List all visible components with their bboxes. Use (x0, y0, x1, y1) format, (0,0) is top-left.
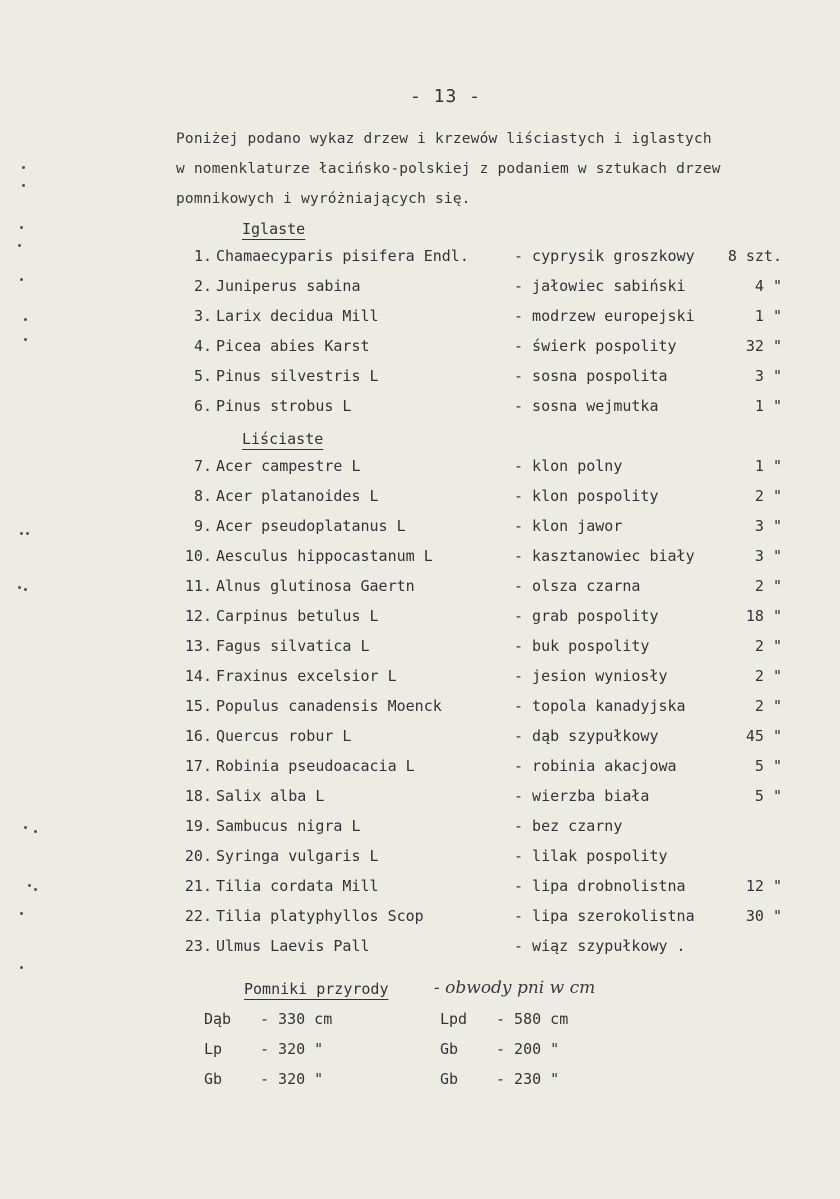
species-polish-name: - sosna pospolita (514, 367, 668, 385)
section-heading-pomniki: Pomniki przyrody (244, 980, 389, 998)
species-row (0, 517, 840, 547)
species-row (0, 457, 840, 487)
species-latin-name: Pinus strobus L (216, 397, 352, 415)
species-row (0, 877, 840, 907)
species-latin-name: Juniperus sabina (216, 277, 361, 295)
species-latin-name: Populus canadensis Moenck (216, 697, 442, 715)
species-row (0, 757, 840, 787)
species-count: 1 " (754, 307, 782, 325)
species-row (0, 547, 840, 577)
margin-speck (20, 226, 23, 229)
species-number: 4. (193, 337, 212, 355)
measurement-row (440, 1040, 559, 1058)
species-row (0, 277, 840, 307)
species-count: 4 " (754, 277, 782, 295)
species-latin-name: Picea abies Karst (216, 337, 370, 355)
species-number: 14. (184, 667, 212, 685)
intro-line: Poniżej podano wykaz drzew i krzewów liściastych i iglastych (176, 131, 712, 147)
species-count: 2 " (754, 487, 782, 505)
page-number: - 13 - (410, 86, 482, 107)
species-polish-name: - robinia akacjowa (514, 757, 677, 775)
species-row (0, 667, 840, 697)
handwritten-annotation: - obwody pni w cm (434, 978, 596, 998)
species-polish-name: - wiąz szypułkowy . (514, 937, 686, 955)
species-number: 7. (193, 457, 212, 475)
species-latin-name: Chamaecyparis pisifera Endl. (216, 247, 469, 265)
species-count: 2 " (754, 577, 782, 595)
species-polish-name: - olsza czarna (514, 577, 641, 595)
measurement-label: Lpd (440, 1010, 468, 1028)
species-number: 10. (184, 547, 212, 565)
species-latin-name: Robinia pseudoacacia L (216, 757, 415, 775)
measurement-value: - 580 cm (496, 1010, 569, 1028)
species-row (0, 607, 840, 637)
margin-speck (28, 884, 31, 887)
species-row (0, 247, 840, 277)
measurement-label: Lp (204, 1040, 223, 1058)
measurement-row (440, 1010, 568, 1028)
species-count: 3 " (754, 547, 782, 565)
species-row (0, 727, 840, 757)
species-row (0, 397, 840, 427)
species-number: 1. (193, 247, 212, 265)
measurement-label: Gb (440, 1070, 459, 1088)
species-number: 20. (184, 847, 212, 865)
species-polish-name: - klon jawor (514, 517, 623, 535)
species-row (0, 577, 840, 607)
species-number: 2. (193, 277, 212, 295)
species-polish-name: - grab pospolity (514, 607, 659, 625)
species-count: 12 " (745, 877, 782, 895)
species-row (0, 697, 840, 727)
species-count: 1 " (754, 397, 782, 415)
species-polish-name: - jałowiec sabiński (514, 277, 686, 295)
species-latin-name: Alnus glutinosa Gaertn (216, 577, 415, 595)
margin-speck (24, 826, 27, 829)
species-number: 5. (193, 367, 212, 385)
margin-speck (18, 586, 21, 589)
species-count: 32 " (745, 337, 782, 355)
species-row (0, 367, 840, 397)
species-number: 6. (193, 397, 212, 415)
measurement-row (204, 1070, 323, 1088)
species-row (0, 787, 840, 817)
species-count: 3 " (754, 517, 782, 535)
species-row (0, 307, 840, 337)
species-count: 2 " (754, 697, 782, 715)
margin-speck (34, 830, 37, 833)
species-number: 3. (193, 307, 212, 325)
species-latin-name: Acer campestre L (216, 457, 361, 475)
species-number: 9. (193, 517, 212, 535)
species-number: 12. (184, 607, 212, 625)
species-row (0, 337, 840, 367)
species-polish-name: - lipa drobnolistna (514, 877, 686, 895)
species-polish-name: - modrzew europejski (514, 307, 695, 325)
species-count: 2 " (754, 667, 782, 685)
species-polish-name: - lipa szerokolistna (514, 907, 695, 925)
species-latin-name: Ulmus Laevis Pall (216, 937, 370, 955)
species-row (0, 907, 840, 937)
margin-speck (22, 184, 25, 187)
species-latin-name: Carpinus betulus L (216, 607, 379, 625)
margin-speck (22, 166, 25, 169)
species-count: 2 " (754, 637, 782, 655)
measurement-value: - 230 " (496, 1070, 560, 1088)
measurement-value: - 330 cm (260, 1010, 333, 1028)
measurement-value: - 320 " (260, 1040, 324, 1058)
measurement-label: Gb (204, 1070, 223, 1088)
measurement-value: - 320 " (260, 1070, 324, 1088)
species-row (0, 847, 840, 877)
species-count: 1 " (754, 457, 782, 475)
species-latin-name: Acer platanoides L (216, 487, 379, 505)
measurement-row (204, 1040, 323, 1058)
species-row (0, 817, 840, 847)
species-number: 18. (184, 787, 212, 805)
margin-speck (24, 318, 27, 321)
species-polish-name: - sosna wejmutka (514, 397, 659, 415)
species-row (0, 937, 840, 967)
measurement-row (204, 1010, 332, 1028)
species-polish-name: - topola kanadyjska (514, 697, 686, 715)
margin-speck (20, 532, 23, 535)
species-number: 15. (184, 697, 212, 715)
species-polish-name: - bez czarny (514, 817, 623, 835)
species-count: 5 " (754, 757, 782, 775)
species-count: 5 " (754, 787, 782, 805)
species-count: 18 " (745, 607, 782, 625)
species-latin-name: Salix alba L (216, 787, 325, 805)
species-count: 3 " (754, 367, 782, 385)
intro-line: w nomenklaturze łacińsko-polskiej z podaniem w sztukach drzew (176, 161, 721, 177)
species-latin-name: Fagus silvatica L (216, 637, 370, 655)
species-number: 19. (184, 817, 212, 835)
species-latin-name: Tilia cordata Mill (216, 877, 379, 895)
species-latin-name: Acer pseudoplatanus L (216, 517, 406, 535)
species-count: 45 " (745, 727, 782, 745)
species-latin-name: Larix decidua Mill (216, 307, 379, 325)
margin-speck (24, 588, 27, 591)
species-polish-name: - dąb szypułkowy (514, 727, 659, 745)
species-polish-name: - wierzba biała (514, 787, 650, 805)
species-polish-name: - buk pospolity (514, 637, 650, 655)
section-heading-iglaste: Iglaste (242, 220, 306, 238)
measurement-row (440, 1070, 559, 1088)
species-latin-name: Sambucus nigra L (216, 817, 361, 835)
species-count: 8 szt. (727, 247, 782, 265)
margin-speck (26, 532, 29, 535)
margin-speck (20, 966, 23, 969)
species-number: 8. (193, 487, 212, 505)
species-number: 13. (184, 637, 212, 655)
species-polish-name: - cyprysik groszkowy (514, 247, 695, 265)
species-number: 11. (184, 577, 212, 595)
species-number: 23. (184, 937, 212, 955)
species-latin-name: Tilia platyphyllos Scop (216, 907, 424, 925)
species-latin-name: Aesculus hippocastanum L (216, 547, 433, 565)
species-latin-name: Syringa vulgaris L (216, 847, 379, 865)
species-polish-name: - klon pospolity (514, 487, 659, 505)
margin-speck (18, 244, 21, 247)
margin-speck (34, 888, 37, 891)
intro-paragraph (176, 124, 816, 214)
species-latin-name: Pinus silvestris L (216, 367, 379, 385)
species-number: 22. (184, 907, 212, 925)
species-number: 16. (184, 727, 212, 745)
species-latin-name: Quercus robur L (216, 727, 352, 745)
measurement-label: Gb (440, 1040, 459, 1058)
species-row (0, 637, 840, 667)
measurement-label: Dąb (204, 1010, 232, 1028)
margin-speck (20, 912, 23, 915)
species-polish-name: - kasztanowiec biały (514, 547, 695, 565)
species-latin-name: Fraxinus excelsior L (216, 667, 397, 685)
species-polish-name: - jesion wyniosły (514, 667, 668, 685)
measurement-value: - 200 " (496, 1040, 560, 1058)
species-number: 21. (184, 877, 212, 895)
species-polish-name: - lilak pospolity (514, 847, 668, 865)
species-polish-name: - klon polny (514, 457, 623, 475)
margin-speck (20, 278, 23, 281)
species-polish-name: - świerk pospolity (514, 337, 677, 355)
section-heading-lisciaste: Liściaste (242, 430, 324, 448)
species-count: 30 " (745, 907, 782, 925)
margin-speck (24, 338, 27, 341)
intro-line: pomnikowych i wyróżniających się. (176, 191, 471, 207)
species-row (0, 487, 840, 517)
species-number: 17. (184, 757, 212, 775)
